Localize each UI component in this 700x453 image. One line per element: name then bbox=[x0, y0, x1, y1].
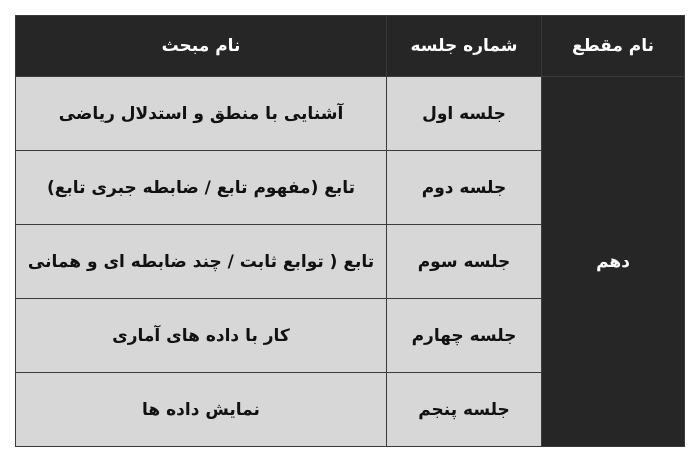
topic-cell: تابع (مفهوم تابع / ضابطه جبری تابع) bbox=[16, 151, 387, 225]
header-section: نام مقطع bbox=[542, 16, 685, 77]
session-cell: جلسه دوم bbox=[387, 151, 542, 225]
session-cell: جلسه پنجم bbox=[387, 373, 542, 447]
table-row bbox=[16, 77, 685, 151]
header-topic: نام مبحث bbox=[16, 16, 387, 77]
topic-cell: آشنایی با منطق و استدلال ریاضی bbox=[16, 77, 387, 151]
section-cell: دهم bbox=[542, 77, 685, 447]
header-row bbox=[16, 16, 685, 77]
topic-cell: تابع ( توابع ثابت / چند ضابطه ای و همانی bbox=[16, 225, 387, 299]
session-cell: جلسه چهارم bbox=[387, 299, 542, 373]
session-cell: جلسه سوم bbox=[387, 225, 542, 299]
session-cell: جلسه اول bbox=[387, 77, 542, 151]
topic-cell: نمایش داده ها bbox=[16, 373, 387, 447]
schedule-table-frame bbox=[15, 15, 684, 442]
topic-cell: کار با داده های آماری bbox=[16, 299, 387, 373]
header-session: شماره جلسه bbox=[387, 16, 542, 77]
schedule-table bbox=[15, 15, 685, 447]
